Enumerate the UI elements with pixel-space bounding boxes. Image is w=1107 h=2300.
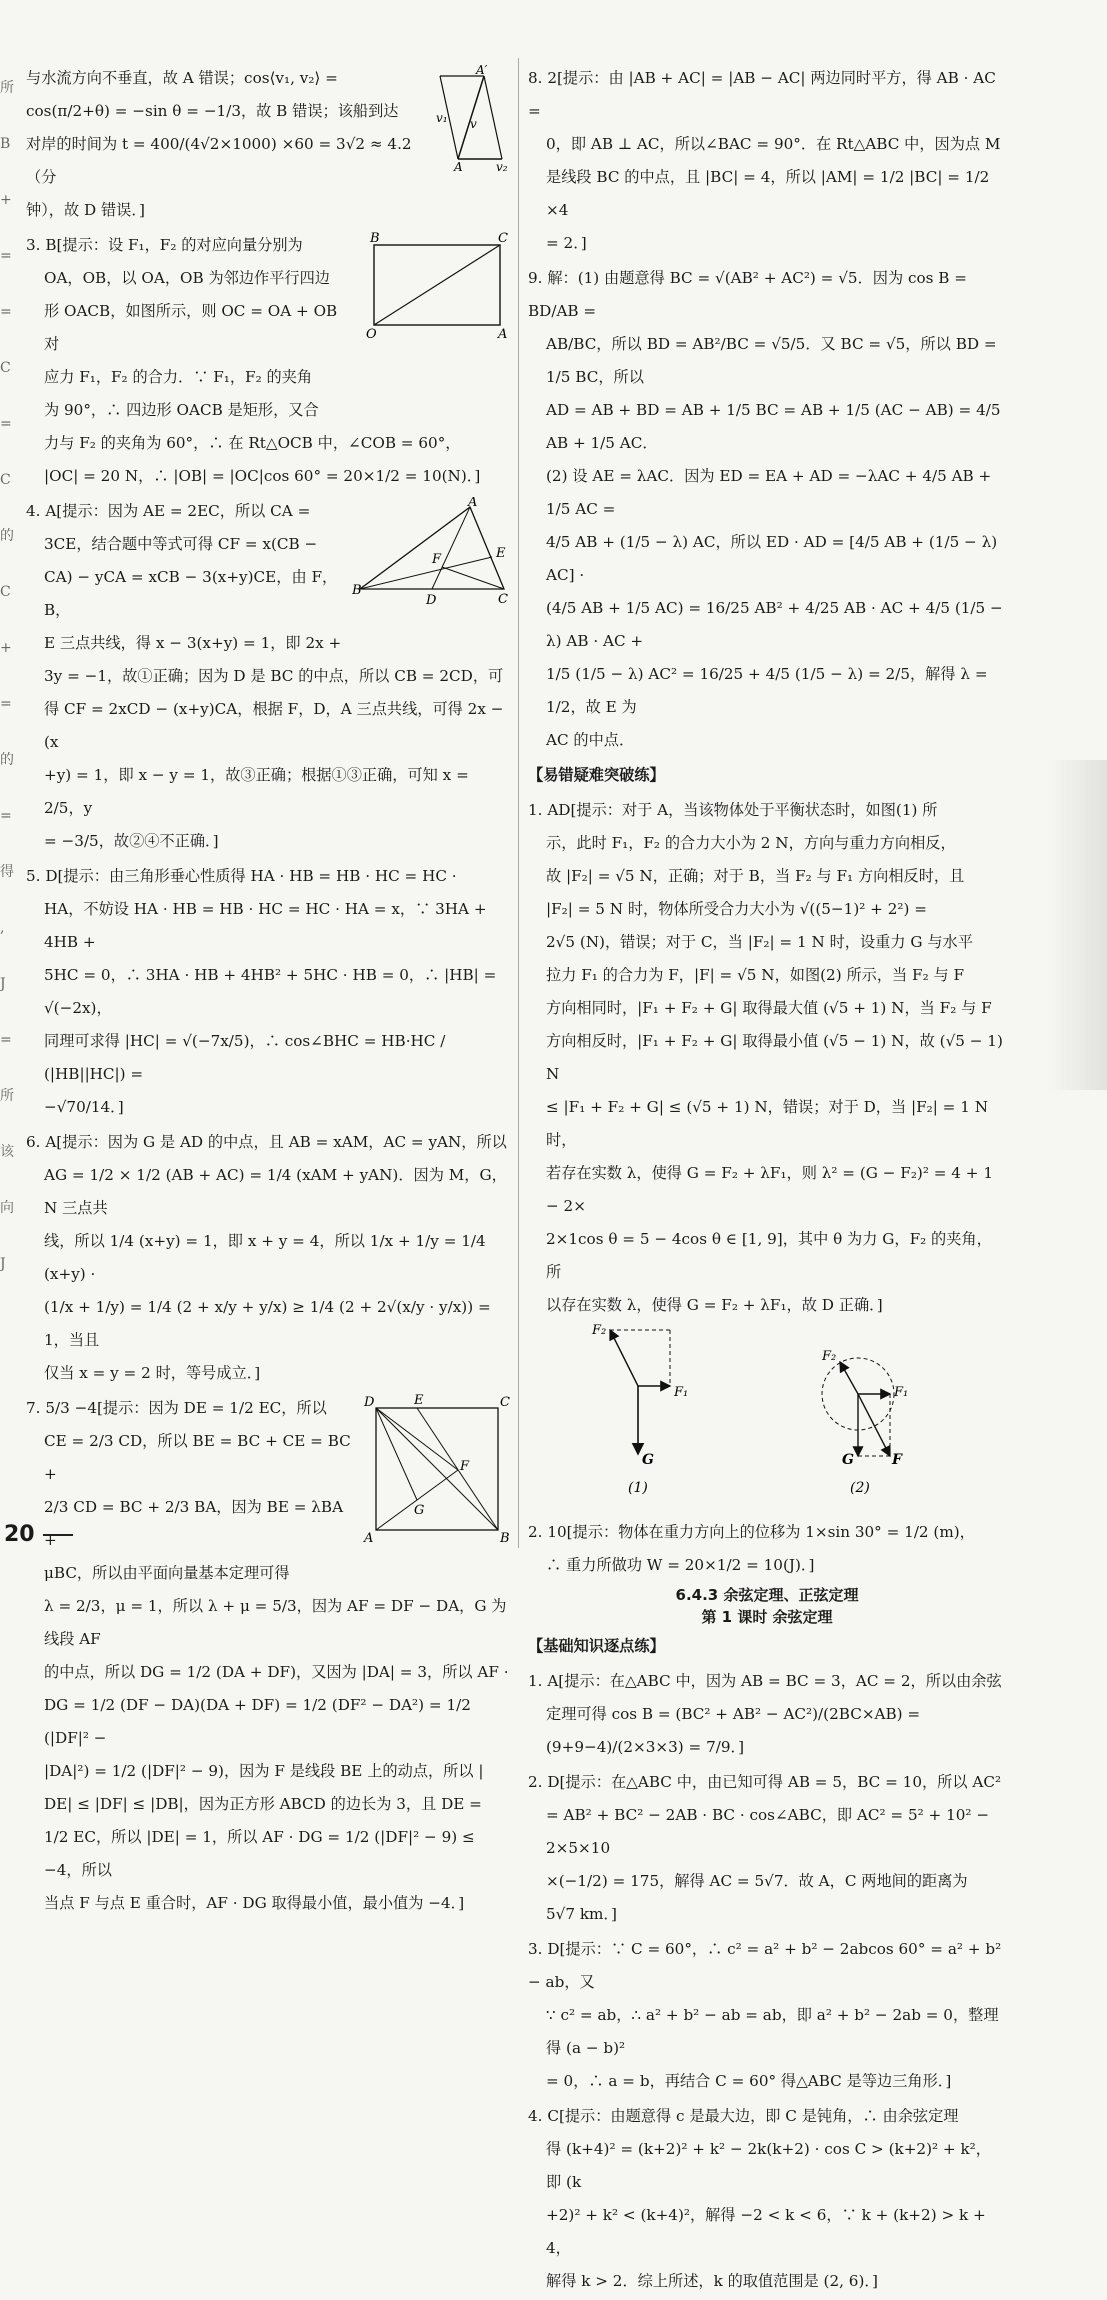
text-line: 9. 解：(1) 由题意得 BC = √(AB² + AC²) = √5．因为 cos B = BD/AB =	[528, 269, 967, 320]
text-line: 4/5 AB + (1/5 − λ) AC，所以 ED · AD = [4/5 AB + (1/5 − λ) AC] ·	[546, 533, 998, 584]
edge-char: 所	[0, 1088, 14, 1104]
answer-9	[528, 262, 1006, 757]
text-line: 3. B[提示：设 F₁，F₂ 的对应向量分别为	[26, 236, 303, 254]
force-caption: (1)	[628, 1480, 648, 1496]
text-line: 3y = −1，故①正确；因为 D 是 BC 的中点，所以 CB = 2CD，可	[44, 667, 504, 685]
text-line: ≤ |F₁ + F₂ + G| ≤ (√5 + 1) N，错误；对于 D，当 |F₂| = 1 N 时，	[546, 1098, 989, 1149]
text-line: 5. D[提示：由三角形垂心性质得 HA · HB = HB · HC = HC ·	[26, 867, 457, 885]
text-line: |OC| = 20 N，∴ |OB| = |OC|cos 60° = 20×1/2 = 10(N)．]	[44, 467, 481, 485]
force-label: F₂	[592, 1324, 607, 1338]
edge-char: 得	[0, 864, 14, 880]
right-column	[528, 62, 1006, 2300]
fig3-label: A	[498, 327, 508, 339]
page-number: 20	[4, 1522, 73, 1547]
fig7-label: G	[414, 1503, 425, 1518]
text-line: 对岸的时间为 t = 400/(4√2×1000) ×60 = 3√2 ≈ 4.2（分	[26, 135, 412, 186]
edge-char: B	[0, 136, 11, 152]
text-line: 形 OACB，如图所示，则 OC = OA + OB 对	[44, 302, 338, 353]
edge-char: C	[0, 584, 11, 600]
lesson-title: 第 1 课时 余弦定理	[701, 1608, 833, 1626]
left-column	[26, 62, 512, 1922]
text-line: 4. C[提示：由题意得 c 是最大边，即 C 是钝角，∴ 由余弦定理	[528, 2107, 959, 2125]
fig2-label: v₂	[496, 160, 508, 172]
fig4-label: B	[352, 583, 362, 598]
edge-char: J	[0, 976, 6, 992]
text-line: 0，即 AB ⊥ AC，所以∠BAC = 90°．在 Rt△ABC 中，因为点 M	[546, 135, 1001, 153]
basic-answer-3	[528, 1933, 1006, 2098]
text-line: |F₂| = 5 N 时，物体所受合力大小为 √((5−1)² + 2²) =	[546, 900, 927, 918]
fig4-label: D	[426, 593, 437, 607]
text-line: λ = 2/3，μ = 1，所以 λ + μ = 5/3，因为 AF = DF − DA，G 为线段 AF	[44, 1597, 507, 1648]
column-divider	[518, 58, 519, 1548]
text-line: OA，OB，以 OA，OB 为邻边作平行四边	[44, 269, 330, 287]
edge-char: 的	[0, 752, 14, 768]
text-line: 仅当 x = y = 2 时，等号成立．]	[44, 1364, 261, 1382]
text-line: 与水流方向不垂直，故 A 错误；cos⟨v₁, v₂⟩ =	[26, 69, 338, 87]
force-figure-1	[591, 1324, 688, 1496]
force-figure-2	[821, 1349, 908, 1496]
square-diagram	[362, 1394, 512, 1544]
left-edge-fragments	[0, 60, 22, 1540]
text-line: ∴ 重力所做功 W = 20×1/2 = 10(J)．]	[546, 1556, 815, 1574]
fig2-label: A	[454, 160, 463, 172]
text-line: 若存在实数 λ，使得 G = F₂ + λF₁，则 λ² = (G − F₂)² = 4 + 1 − 2×	[546, 1164, 994, 1215]
text-line: +2)² + k² < (k+4)²，解得 −2 < k < 6，∵ k + (k+2) > k + 4，	[546, 2206, 986, 2257]
edge-char: 该	[0, 1144, 14, 1160]
answer-3	[26, 229, 512, 493]
text-line: 2/3 CD = BC + 2/3 BA，因为 BE = λBA +	[44, 1498, 344, 1549]
text-line: HA，不妨设 HA · HB = HB · HC = HC · HA = x，∵ 3HA + 4HB +	[44, 900, 487, 951]
edge-char: =	[0, 808, 12, 824]
text-line: 1. A[提示：在△ABC 中，因为 AB = BC = 3，AC = 2，所以由余弦	[528, 1672, 1002, 1690]
text-line: 2. D[提示：在△ABC 中，由已知可得 AB = 5，BC = 10，所以 AC²	[528, 1773, 1002, 1791]
answer-6	[26, 1126, 512, 1390]
force-label: F	[892, 1452, 902, 1468]
fig4-label: A	[468, 497, 478, 510]
fig2-label: A′	[476, 64, 488, 77]
basic-answer-2	[528, 1766, 1006, 1931]
text-line: 的中点，所以 DG = 1/2 (DA + DF)，又因为 |DA| = 3，所以 AF ·	[44, 1663, 509, 1681]
text-line: CE = 2/3 CD，所以 BE = BC + CE = BC +	[44, 1432, 351, 1483]
section-heading-basic: 【基础知识逐点练】	[528, 1637, 665, 1655]
rectangle-force-diagram	[362, 231, 512, 339]
text-line: CA) − yCA = xCB − 3(x+y)CE，由 F，B，	[44, 568, 338, 619]
text-line: 方向相同时，|F₁ + F₂ + G| 取得最大值 (√5 + 1) N，当 F₂ 与 F	[546, 999, 992, 1017]
fig2-label: v	[470, 117, 477, 131]
fig2-label: v₁	[436, 111, 448, 125]
fig4-label: E	[496, 546, 506, 561]
edge-char: =	[0, 304, 12, 320]
text-line: = 2．]	[546, 234, 587, 252]
text-line: 3. D[提示：∵ C = 60°，∴ c² = a² + b² − 2abcos 60° = a² + b² − ab，又	[528, 1940, 1002, 1991]
fig3-label: B	[370, 231, 380, 246]
text-line: +y) = 1，即 x − y = 1，故③正确；根据①③正确，可知 x = 2/5，y	[44, 766, 469, 817]
text-line: 6. A[提示：因为 G 是 AD 的中点，且 AB = xAM，AC = yAN，所以	[26, 1133, 507, 1151]
text-line: cos(π/2+θ) = −sin θ = −1/3，故 B 错误；该船到达	[26, 102, 399, 120]
edge-char: C	[0, 360, 11, 376]
velocity-diagram	[436, 64, 512, 172]
text-line: DG = 1/2 (DF − DA)(DA + DF) = 1/2 (DF² − DA²) = 1/2 (|DF|² −	[44, 1696, 471, 1747]
text-line: 3CE，结合题中等式可得 CF = x(CB −	[44, 535, 318, 553]
text-line: 是线段 BC 的中点，且 |BC| = 4，所以 |AM| = 1/2 |BC| = 1/2 ×4	[546, 168, 990, 219]
text-line: = −3/5，故②④不正确．]	[44, 832, 219, 850]
text-line: 4. A[提示：因为 AE = 2EC，所以 CA =	[26, 502, 311, 520]
edge-char: 所	[0, 80, 14, 96]
text-line: 5HC = 0，∴ 3HA · HB + 4HB² + 5HC · HB = 0，∴ |HB| = √(−2x)，	[44, 966, 497, 1017]
answer-7	[26, 1392, 512, 1920]
text-line: 应力 F₁，F₂ 的合力．∵ F₁，F₂ 的夹角	[44, 368, 313, 386]
text-line: 方向相反时，|F₁ + F₂ + G| 取得最小值 (√5 − 1) N，故 (√5 − 1) N	[546, 1032, 1003, 1083]
edge-char: =	[0, 696, 12, 712]
text-line: (2) 设 AE = λAC．因为 ED = EA + AD = −λAC + 4/5 AB + 1/5 AC =	[546, 467, 992, 518]
force-label: F₂	[822, 1349, 837, 1364]
hard-answer-2	[528, 1516, 1006, 1582]
edge-char: +	[0, 192, 12, 208]
text-line: 拉力 F₁ 的合力为 F，|F| = √5 N，如图(2) 所示，当 F₂ 与 F	[546, 966, 965, 984]
edge-char: C	[0, 472, 11, 488]
text-line: 2√5 (N)，错误；对于 C，当 |F₂| = 1 N 时，设重力 G 与水平	[546, 933, 973, 951]
text-line: ×(−1/2) = 175，解得 AC = 5√7．故 A，C 两地间的距离为	[546, 1872, 968, 1890]
edge-char: =	[0, 248, 12, 264]
text-line: ∵ c² = ab，∴ a² + b² − ab = ab，即 a² + b² − 2ab = 0，整理得 (a − b)²	[546, 2006, 999, 2057]
text-line: 故 |F₂| = √5 N，正确；对于 B，当 F₂ 与 F₁ 方向相反时，且	[546, 867, 965, 885]
section-heading-hard: 【易错疑难突破练】	[528, 766, 665, 784]
answer-8	[528, 62, 1006, 260]
fig7-label: D	[364, 1395, 375, 1410]
force-label: G	[642, 1452, 654, 1468]
fig4-label: C	[498, 592, 508, 607]
text-line: = 0，∴ a = b，再结合 C = 60° 得△ABC 是等边三角形．]	[546, 2072, 952, 2090]
basic-answer-4	[528, 2100, 1006, 2298]
force-label: G	[842, 1452, 854, 1468]
fig3-label: O	[366, 327, 377, 339]
text-line: 力与 F₂ 的夹角为 60°，∴ 在 Rt△OCB 中，∠COB = 60°，	[44, 434, 461, 452]
text-line: AD = AB + BD = AB + 1/5 BC = AB + 1/5 (AC − AB) = 4/5 AB + 1/5 AC．	[546, 401, 1001, 452]
edge-char: 向	[0, 1200, 14, 1216]
edge-char: ,	[0, 920, 5, 936]
text-line: AG = 1/2 × 1/2 (AB + AC) = 1/4 (xAM + yAN)．因为 M，G，N 三点共	[44, 1166, 507, 1217]
text-line: 为 90°，∴ 四边形 OACB 是矩形，又合	[44, 401, 319, 419]
text-line: 示，此时 F₁，F₂ 的合力大小为 2 N，方向与重力方向相反，	[546, 834, 956, 852]
edge-char: 的	[0, 528, 14, 544]
text-line: 定理可得 cos B = (BC² + AB² − AC²)/(2BC×AB) = (9+9−4)/(2×3×3) = 7/9．]	[546, 1705, 921, 1756]
text-line: 钟），故 D 错误．]	[26, 201, 145, 219]
fig7-label: E	[414, 1394, 424, 1408]
force-diagrams	[528, 1324, 1006, 1504]
fig4-label: F	[432, 552, 442, 567]
edge-char: +	[0, 640, 12, 656]
text-line: 5√7 km．]	[546, 1905, 617, 1923]
force-label: F₁	[674, 1385, 689, 1400]
text-line: 得 (k+4)² = (k+2)² + k² − 2k(k+2) · cos C > (k+2)² + k²，即 (k	[546, 2140, 991, 2191]
triangle-diagram	[352, 497, 512, 607]
text-line: |DA|²) = 1/2 (|DF|² − 9)，因为 F 是线段 BE 上的动点，所以 |	[44, 1762, 484, 1780]
fig3-label: C	[498, 231, 508, 246]
text-line: = AB² + BC² − 2AB · BC · cos∠ABC，即 AC² = 5² + 10² − 2×5×10	[546, 1806, 990, 1857]
fig7-label: F	[460, 1459, 470, 1474]
text-line: 7. 5/3 −4[提示：因为 DE = 1/2 EC，所以	[26, 1399, 327, 1417]
answer-4	[26, 495, 512, 858]
text-line: E 三点共线，得 x − 3(x+y) = 1，即 2x +	[44, 634, 342, 652]
edge-char: J	[0, 1256, 6, 1272]
text-line: 1/2 EC，所以 |DE| = 1，所以 AF · DG = 1/2 (|DF|² − 9) ≤ −4，所以	[44, 1828, 475, 1879]
fig7-label: A	[364, 1531, 374, 1544]
text-line: 线，所以 1/4 (x+y) = 1，即 x + y = 4，所以 1/x + 1/y = 1/4 (x+y) ·	[44, 1232, 486, 1283]
fig7-label: B	[500, 1531, 510, 1544]
text-line: 2×1cos θ = 5 − 4cos θ ∈ [1, 9]，其中 θ 为力 G，F₂ 的夹角，所	[546, 1230, 992, 1281]
text-line: 以存在实数 λ，使得 G = F₂ + λF₁，故 D 正确．]	[546, 1296, 883, 1314]
page-shadow	[1047, 760, 1107, 1090]
text-line: μBC，所以由平面向量基本定理可得	[44, 1564, 290, 1582]
basic-answer-1	[528, 1665, 1006, 1764]
text-line: (1/x + 1/y) = 1/4 (2 + x/y + y/x) ≥ 1/4 (2 + 2√(x/y · y/x)) = 1，当且	[44, 1298, 491, 1349]
edge-char: =	[0, 416, 12, 432]
text-line: 8. 2[提示：由 |AB + AC| = |AB − AC| 两边同时平方，得 AB · AC =	[528, 69, 996, 120]
text-line: 1. AD[提示：对于 A，当该物体处于平衡状态时，如图(1) 所	[528, 801, 938, 819]
answer-2-continued	[26, 62, 512, 227]
fig7-label: C	[500, 1395, 510, 1410]
text-line: (4/5 AB + 1/5 AC) = 16/25 AB² + 4/25 AB · AC + 4/5 (1/5 − λ) AB · AC +	[546, 599, 1003, 650]
answer-5	[26, 860, 512, 1124]
force-caption: (2)	[850, 1480, 870, 1496]
edge-char: =	[0, 1032, 12, 1048]
text-line: −√70/14．]	[44, 1098, 124, 1116]
text-line: 同理可求得 |HC| = √(−7x/5)，∴ cos∠BHC = HB·HC / (|HB||HC|) =	[44, 1032, 446, 1083]
text-line: 当点 F 与点 E 重合时，AF · DG 取得最小值，最小值为 −4．]	[44, 1894, 465, 1912]
text-line: AC 的中点．	[546, 731, 635, 749]
force-label: F₁	[894, 1385, 909, 1400]
text-line: 解得 k > 2．综上所述，k 的取值范围是 (2, 6)．]	[546, 2272, 878, 2290]
text-line: 1/5 (1/5 − λ) AC² = 16/25 + 4/5 (1/5 − λ) = 2/5，解得 λ = 1/2，故 E 为	[546, 665, 988, 716]
text-line: 得 CF = 2xCD − (x+y)CA，根据 F，D，A 三点共线，可得 2x − (x	[44, 700, 504, 751]
text-line: 2. 10[提示：物体在重力方向上的位移为 1×sin 30° = 1/2 (m)，	[528, 1523, 975, 1541]
text-line: DE| ≤ |DF| ≤ |DB|，因为正方形 ABCD 的边长为 3，且 DE =	[44, 1795, 482, 1813]
hard-answer-1	[528, 794, 1006, 1322]
text-line: AB/BC，所以 BD = AB²/BC = √5/5．又 BC = √5，所以 BD = 1/5 BC，所以	[546, 335, 997, 386]
chapter-title: 6.4.3 余弦定理、正弦定理	[675, 1586, 859, 1604]
